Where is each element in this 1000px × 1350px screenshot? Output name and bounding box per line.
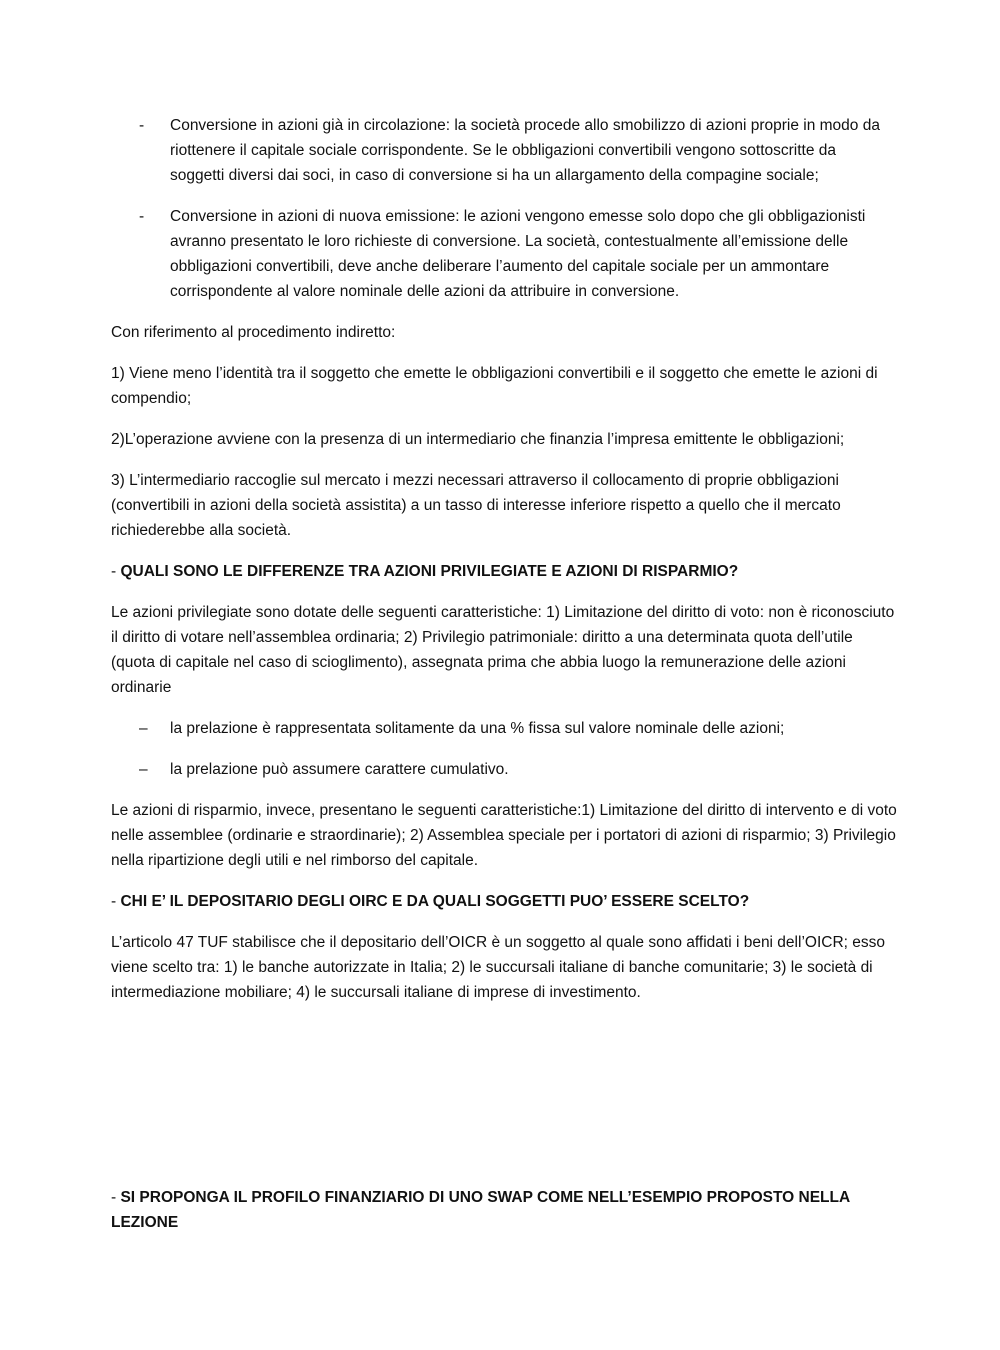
bullet-text: Conversione in azioni già in circolazione: la società procede allo smobilizzo di azioni proprie in modo da riottenere il capitale sociale corrispondente. Se le obbligazioni convertibili vengono sottoscritte da soggetti diversi dai soci, in caso di conversione si ha un allargamento della compagine sociale; bbox=[170, 117, 880, 184]
bullet-marker: – bbox=[139, 720, 148, 737]
heading-text: SI PROPONGA IL PROFILO FINANZIARIO DI UNO SWAP COME NELL’ESEMPIO PROPOSTO NELLA LEZIONE bbox=[111, 1189, 850, 1231]
list-item bbox=[111, 757, 901, 782]
question-heading-depositary bbox=[111, 889, 901, 914]
bullet-text: la prelazione è rappresentata solitamente da una % fissa sul valore nominale delle azioni; bbox=[170, 720, 785, 737]
depositary-paragraph: L’articolo 47 TUF stabilisce che il depositario dell’OICR è un soggetto al quale sono affidati i beni dell’OICR; esso viene scelto tra: 1) le banche autorizzate in Italia; 2) le succursali italiane di banche comunitarie; 3) le società di intermediazione mobiliare; 4) le succursali italiane di imprese di investimento. bbox=[111, 934, 885, 1001]
heading-dash: - bbox=[111, 1189, 121, 1206]
bullet-text: Conversione in azioni di nuova emissione: le azioni vengono emesse solo dopo che gli obbligazionisti avranno presentato le loro richieste di conversione. La società, contestualmente all’emissione delle obbligazioni convertibili, deve anche deliberare l’aumento del capitale sociale per un ammontare corrispondente al valore nominale delle azioni da attribuire in conversione. bbox=[170, 208, 866, 300]
list-item bbox=[111, 113, 901, 188]
question-heading-privileged-savings bbox=[111, 559, 901, 584]
page-content bbox=[111, 113, 901, 1251]
blank-space bbox=[111, 1021, 901, 1185]
indirect-point-1: 1) Viene meno l’identità tra il soggetto che emette le obbligazioni convertibili e il soggetto che emette le azioni di compendio; bbox=[111, 365, 878, 407]
privileged-shares-paragraph: Le azioni privilegiate sono dotate delle seguenti caratteristiche: 1) Limitazione del diritto di voto: non è riconosciuto il diritto di votare nell’assemblea ordinaria; 2) Privilegio patrimoniale: diritto a una determinata quota dell’utile (quota di capitale nel caso di scioglimento), assegnata prima che abbia luogo la remunerazione delle azioni ordinarie bbox=[111, 604, 895, 696]
list-item bbox=[111, 204, 901, 304]
indirect-point-3: 3) L’intermediario raccoglie sul mercato i mezzi necessari attraverso il collocamento di proprie obbligazioni (convertibili in azioni della società assistita) a un tasso di interesse inferiore rispetto a quello che il mercato richiederebbe alla società. bbox=[111, 472, 841, 539]
heading-dash: - bbox=[111, 563, 121, 580]
list-item bbox=[111, 716, 901, 741]
question-heading-swap bbox=[111, 1185, 901, 1235]
heading-dash: - bbox=[111, 893, 121, 910]
bullet-text: la prelazione può assumere carattere cumulativo. bbox=[170, 761, 509, 778]
indirect-point-2: 2)L’operazione avviene con la presenza di un intermediario che finanzia l’impresa emittente le obbligazioni; bbox=[111, 431, 845, 448]
heading-text: QUALI SONO LE DIFFERENZE TRA AZIONI PRIVILEGIATE E AZIONI DI RISPARMIO? bbox=[120, 563, 739, 580]
bullet-marker: – bbox=[139, 761, 148, 778]
bullet-marker: - bbox=[139, 117, 145, 134]
indirect-intro: Con riferimento al procedimento indiretto: bbox=[111, 324, 396, 341]
heading-text: CHI E’ IL DEPOSITARIO DEGLI OIRC E DA QUALI SOGGETTI PUO’ ESSERE SCELTO? bbox=[120, 893, 750, 910]
bullet-marker: - bbox=[139, 208, 145, 225]
savings-shares-paragraph: Le azioni di risparmio, invece, presentano le seguenti caratteristiche:1) Limitazione del diritto di intervento e di voto nelle assemblee (ordinarie e straordinarie); 2) Assemblea speciale per i portatori di azioni di risparmio; 3) Privilegio nella ripartizione degli utili e nel rimborso del capitale. bbox=[111, 802, 897, 869]
